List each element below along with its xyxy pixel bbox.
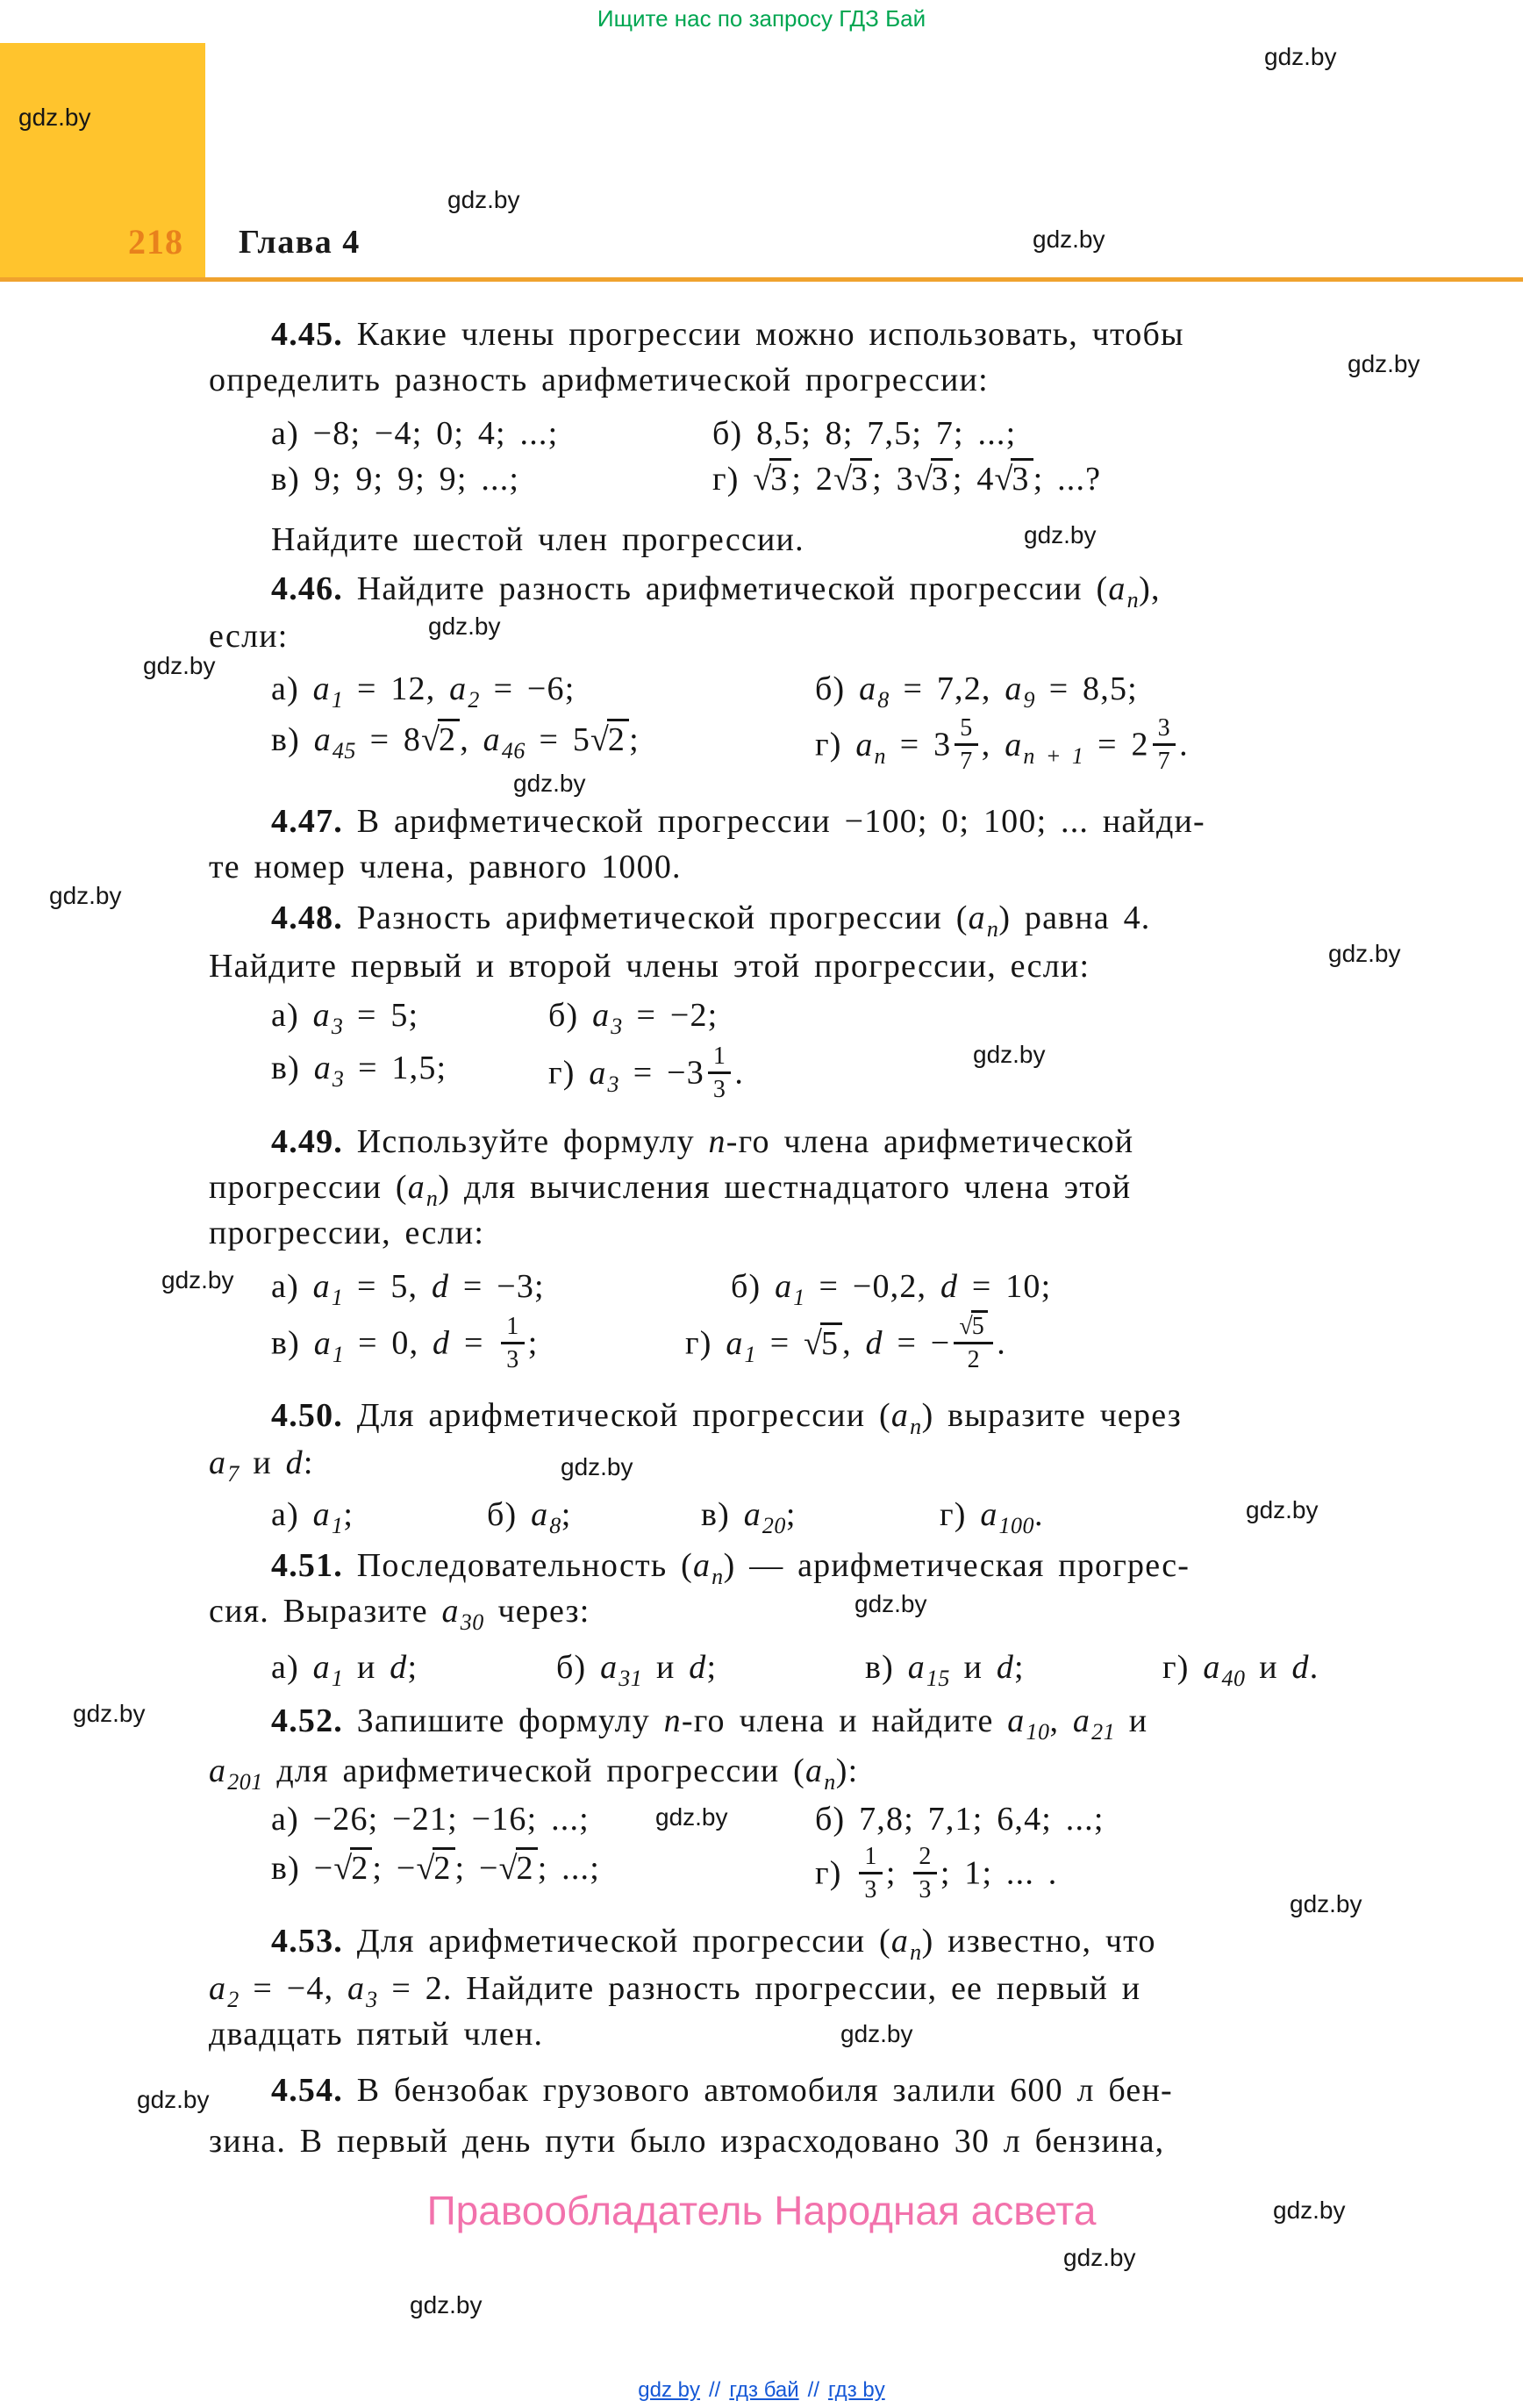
text: ) для вычисления шестнадцатого члена этой [438,1169,1132,1206]
math-variable: $a_n$ [855,726,887,769]
problem-number: 4.45. [271,316,343,353]
math-variable: $a_n$ [407,1169,439,1211]
math-variable: $a_{45}$ [313,721,356,763]
fraction: $\frac{1}{3}$ [708,1043,732,1103]
text: ; [561,1496,572,1533]
math-variable: $a_{10}$ [1007,1702,1050,1745]
gdz-watermark: gdz.by [49,882,122,909]
math-variable: $a_n$ [1108,570,1140,613]
math-variable: $a_{21}$ [1072,1702,1116,1745]
problem-4-46-line-2 [209,614,1523,658]
gdz-watermark: gdz.by [1264,43,1337,70]
text: г) [815,1854,856,1892]
text: = 0, [344,1324,433,1362]
text: ; [343,1496,354,1533]
text: б) 7,8; 7,1; 6,4; ...; [815,1801,1105,1838]
sqrt-expression: √2 [416,1850,454,1887]
gdz-watermark: gdz.by [18,104,91,131]
text: Найдите шестой член прогрессии. [271,521,804,558]
text: = −3; [449,1268,545,1305]
text: а) [271,1268,313,1305]
sqrt-expression: √2 [590,721,629,758]
text: ) известно, что [921,1923,1156,1960]
sqrt-expression: √2 [333,1850,372,1887]
problem-4-54-line-2 [209,2119,1523,2163]
math-variable: d [865,1324,883,1362]
text: г) [940,1496,981,1533]
math-variable: $a_1$ [312,1649,344,1691]
text: . [1034,1496,1044,1533]
gdz-watermark: gdz.by [137,2086,210,2113]
text: в) [701,1496,744,1533]
text: : [303,1444,314,1481]
text: = −6; [479,670,576,707]
math-variable: $a_n$ [692,1547,724,1589]
text: = [756,1324,804,1362]
math-variable: d [431,1268,450,1305]
option-cell [487,1493,572,1548]
text: г) [815,726,856,763]
text: , [981,726,1005,763]
text: = 8,5; [1035,670,1138,707]
text: Какие члены прогрессии можно использовать, чтобы [343,316,1184,353]
option-cell [815,1843,1058,1906]
text: а) −26; −21; −16; ...; [271,1801,590,1838]
fraction: $\frac{5}{7}$ [955,715,978,775]
option-cell [271,1313,539,1377]
math-variable: $a_3$ [589,1054,620,1097]
text: в) 9; 9; 9; 9; ...; [271,461,520,498]
text: в) [271,721,314,758]
problem-number: 4.52. [271,1702,343,1739]
text: б) [731,1268,776,1305]
text: . [997,1324,1006,1362]
problem-4-49-line-3 [209,1211,1523,1255]
option-cell [548,1043,745,1107]
math-variable: $a_3$ [313,1050,345,1092]
text: ; [629,721,640,758]
math-variable: $a_1$ [726,1324,757,1367]
option-cell [1162,1645,1319,1701]
math-variable: $a_n$ [805,1752,836,1795]
option-cell [271,993,418,1049]
problem-number: 4.46. [271,570,343,607]
sqrt-expression: √3 [914,461,953,498]
text: б) [815,670,860,707]
gdz-watermark: gdz.by [1033,226,1105,253]
text: ), [1139,570,1161,607]
text: прогрессии, если: [209,1215,485,1251]
math-variable: d [996,1649,1015,1686]
text: и [1115,1702,1148,1739]
text: ; 4 [952,461,995,498]
text: двадцать пятый член. [209,2016,544,2053]
math-variable: d [689,1649,707,1686]
math-variable: $a_1$ [313,1324,345,1367]
text: = 5, [343,1268,432,1305]
math-variable: $a_2$ [209,1970,240,2012]
text: и [239,1444,286,1481]
text: ; [706,1649,718,1686]
math-variable: $a_{46}$ [483,721,526,763]
text: Для арифметической прогрессии ( [343,1923,891,1960]
sqrt-expression: √3 [995,461,1033,498]
math-variable: d [433,1324,451,1362]
text: если: [209,618,289,655]
text: и [949,1649,997,1686]
text: в) [271,1324,314,1362]
math-variable: $a_1$ [312,1496,344,1538]
option-cell [271,718,640,773]
fraction: $\frac{2}{3}$ [913,1844,937,1903]
page-number: 218 [128,222,183,262]
text: ; ...? [1033,461,1102,498]
problem-number: 4.53. [271,1923,343,1960]
chapter-title: Глава 4 [239,224,361,261]
problem-number: 4.54. [271,2072,343,2109]
text: ; [785,1496,797,1533]
gdz-watermark: gdz.by [1246,1496,1319,1523]
text: В арифметической прогрессии −100; 0; 100; ... найди- [343,803,1205,840]
math-variable: $a_3$ [312,997,344,1039]
option-cell [865,1645,1025,1701]
text: б) [487,1496,532,1533]
text: = 2 [1083,726,1149,763]
option-cell [271,1265,545,1320]
text: ) равна 4. [998,899,1151,936]
math-variable: $a_n$ [968,899,999,942]
gdz-watermark: gdz.by [143,652,216,679]
math-variable: d [1291,1649,1310,1686]
text: . [734,1054,745,1092]
math-variable: $a_3$ [347,1970,378,2012]
text: = −3 [619,1054,704,1092]
math-variable: $a_1$ [312,1268,344,1310]
option-cell [271,1046,447,1101]
text: ; [527,1324,539,1362]
math-variable: d [390,1649,408,1686]
option-cell [556,1645,717,1701]
problem-4-52-line-2 [209,1749,1523,1804]
text: = 10; [958,1268,1052,1305]
text: = 8 [355,721,422,758]
text: и [343,1649,390,1686]
text: а) −8; −4; 0; 4; ...; [271,415,559,452]
problem-4-45-line-3 [271,518,1523,562]
sqrt-expression: √3 [753,461,791,498]
math-variable: $a_{15}$ [907,1649,950,1691]
problem-4-45-line-2 [209,358,1523,402]
text: г) [712,461,754,498]
text: ; [885,1854,911,1892]
fraction: $\frac{1}{3}$ [859,1844,883,1903]
text: ; − [454,1850,499,1887]
problem-number: 4.48. [271,899,343,936]
fraction: $\frac{1}{3}$ [501,1314,525,1373]
math-variable: $a_{100}$ [980,1496,1035,1538]
option-cell [271,1493,354,1548]
math-variable: $a_n$ [890,1397,922,1439]
text: . [1179,726,1189,763]
text: Найдите первый и второй члены этой прогрессии, если: [209,948,1090,985]
problem-4-54-line-1 [271,2068,1523,2112]
link-separator: // [807,2378,820,2402]
problem-4-50-line-2 [209,1441,1523,1496]
text: -го члена арифметической [726,1123,1134,1160]
text: ; − [372,1850,417,1887]
text: и [642,1649,690,1686]
text: ; [407,1649,418,1686]
option-cell [271,412,558,455]
sqrt-expression: √5 [804,1325,842,1362]
text: -го члена и найдите [681,1702,1008,1739]
math-variable: n [708,1123,726,1160]
math-variable: $a_{201}$ [209,1752,263,1795]
text: = 3 [886,726,952,763]
text: = 2. Найдите разность прогрессии, ее первый и [377,1970,1141,2007]
text: а) [271,670,313,707]
math-variable: $a_8$ [531,1496,561,1538]
text: = 1,5; [344,1050,447,1086]
option-cell [701,1493,797,1548]
text: ; 2 [791,461,834,498]
gdz-watermark: gdz.by [655,1803,728,1831]
gdz-watermark: gdz.by [1063,2244,1136,2271]
gdz-watermark: gdz.by [513,770,586,797]
gdz-watermark: gdz.by [447,186,520,213]
text: а) [271,1496,313,1533]
option-cell [271,667,576,722]
problem-4-45-line-1 [271,312,1523,356]
option-cell [271,1645,418,1701]
text: = −0,2, [804,1268,940,1305]
text: б) [556,1649,601,1686]
text: через: [483,1593,590,1630]
text: ; [1014,1649,1025,1686]
text: В бензобак грузового автомобиля залили 600 л бен- [343,2072,1173,2109]
option-cell [940,1493,1044,1548]
text: = −2; [622,997,719,1034]
footer-link-2[interactable]: гдз бай [729,2378,799,2402]
gdz-watermark: gdz.by [1024,521,1097,548]
text: сия. Выразите [209,1593,442,1630]
problem-number: 4.50. [271,1397,343,1434]
text: ) выразите через [921,1397,1182,1434]
text: г) [685,1324,726,1362]
problem-number: 4.47. [271,803,343,840]
math-variable: d [940,1268,959,1305]
option-cell [271,1797,590,1841]
text: , [842,1324,866,1362]
option-cell [815,1797,1105,1841]
option-cell [712,457,1101,501]
math-variable: $a_{40}$ [1203,1649,1246,1691]
text: и [1245,1649,1292,1686]
math-variable: $a_{31}$ [600,1649,643,1691]
text: г) [548,1054,590,1092]
math-variable: $a_7$ [209,1444,240,1487]
text: определить разность арифметической прогрессии: [209,362,989,398]
text: Для арифметической прогрессии ( [343,1397,891,1434]
option-cell [815,714,1189,778]
option-cell [548,993,718,1049]
text: в) [271,1050,314,1086]
text: Запишите формулу [343,1702,664,1739]
text: Найдите разность арифметической прогрессии ( [343,570,1109,607]
text: ; 3 [872,461,914,498]
option-cell [271,457,519,501]
text: Используйте формулу [343,1123,709,1160]
fraction: $\frac{3}{7}$ [1153,715,1176,775]
sqrt-expression: √2 [421,721,460,758]
text: б) [548,997,593,1034]
text: а) [271,1649,313,1686]
text: ; ...; [537,1850,601,1887]
text: Разность арифметической прогрессии ( [343,899,969,936]
option-cell [271,1846,600,1890]
math-variable: $a_9$ [1005,670,1036,713]
gdz-watermark: gdz.by [73,1700,146,1727]
text: = [450,1324,498,1362]
problem-4-49-line-1 [271,1120,1523,1164]
text: для арифметической прогрессии ( [262,1752,806,1789]
math-variable: $a_2$ [449,670,480,713]
text: в) − [271,1850,334,1887]
text: г) [1162,1649,1204,1686]
sqrt-expression: √3 [833,461,872,498]
option-cell [815,667,1138,722]
math-variable: $a_{30}$ [441,1593,484,1635]
gdz-watermark: gdz.by [854,1590,927,1617]
text: те номер члена, равного 1000. [209,849,682,885]
text: прогрессии ( [209,1169,408,1206]
text: , [1049,1702,1073,1739]
text: = 5; [343,997,419,1034]
text: б) 8,5; 8; 7,5; 7; ...; [712,415,1017,452]
gdz-watermark: gdz.by [410,2291,483,2318]
problem-4-47-line-2 [209,845,1523,889]
gdz-watermark: gdz.by [1348,350,1420,377]
math-variable: $a_{n + 1}$ [1005,726,1084,769]
sqrt-expression: √2 [499,1850,538,1887]
gdz-watermark: gdz.by [1328,940,1401,967]
math-variable: $a_n$ [890,1923,922,1965]
problem-4-52-line-1 [271,1699,1523,1754]
text: зина. В первый день пути было израсходовано 30 л бензина, [209,2123,1165,2160]
text: = 12, [343,670,450,707]
problem-number: 4.51. [271,1547,343,1584]
text: а) [271,997,313,1034]
text: = −4, [239,1970,347,2007]
gdz-watermark: gdz.by [840,2020,913,2047]
option-cell [731,1265,1051,1320]
text: ) — арифметическая прогрес- [723,1547,1191,1584]
gdz-watermark: gdz.by [973,1041,1046,1068]
gdz-watermark: gdz.by [1290,1890,1362,1917]
link-separator: // [709,2378,721,2402]
text: = 7,2, [889,670,1005,707]
top-search-hint: Ищите нас по запросу ГДЗ Бай [597,5,926,32]
problem-number: 4.49. [271,1123,343,1160]
option-cell [685,1313,1006,1377]
gdz-watermark: gdz.by [1273,2197,1346,2224]
math-variable: $a_{20}$ [743,1496,786,1538]
gdz-watermark: gdz.by [561,1453,633,1480]
publisher-footer: Правообладатель Народная асвета [426,2188,1097,2233]
text: = 5 [525,721,591,758]
option-cell [712,412,1016,455]
problem-4-48-line-2 [209,944,1523,988]
math-variable: n [663,1702,682,1739]
text: = − [883,1324,951,1362]
math-variable: $a_1$ [312,670,344,713]
text: в) [865,1649,908,1686]
math-variable: d [285,1444,304,1481]
math-variable: $a_1$ [775,1268,805,1310]
problem-4-47-line-1 [271,799,1523,843]
text: ): [835,1752,859,1789]
gdz-watermark: gdz.by [161,1266,234,1294]
gdz-watermark: gdz.by [428,613,501,640]
text: . [1309,1649,1319,1686]
math-variable: $a_8$ [859,670,890,713]
text: , [460,721,483,758]
footer-link-1[interactable]: gdz by [638,2378,701,2402]
text: Последовательность ( [343,1547,693,1584]
fraction: $\frac{√5}{2}$ [954,1314,993,1373]
math-variable: $a_3$ [592,997,623,1039]
footer-link-3[interactable]: гдз by [828,2378,885,2402]
text: ; 1; ... . [940,1854,1058,1892]
